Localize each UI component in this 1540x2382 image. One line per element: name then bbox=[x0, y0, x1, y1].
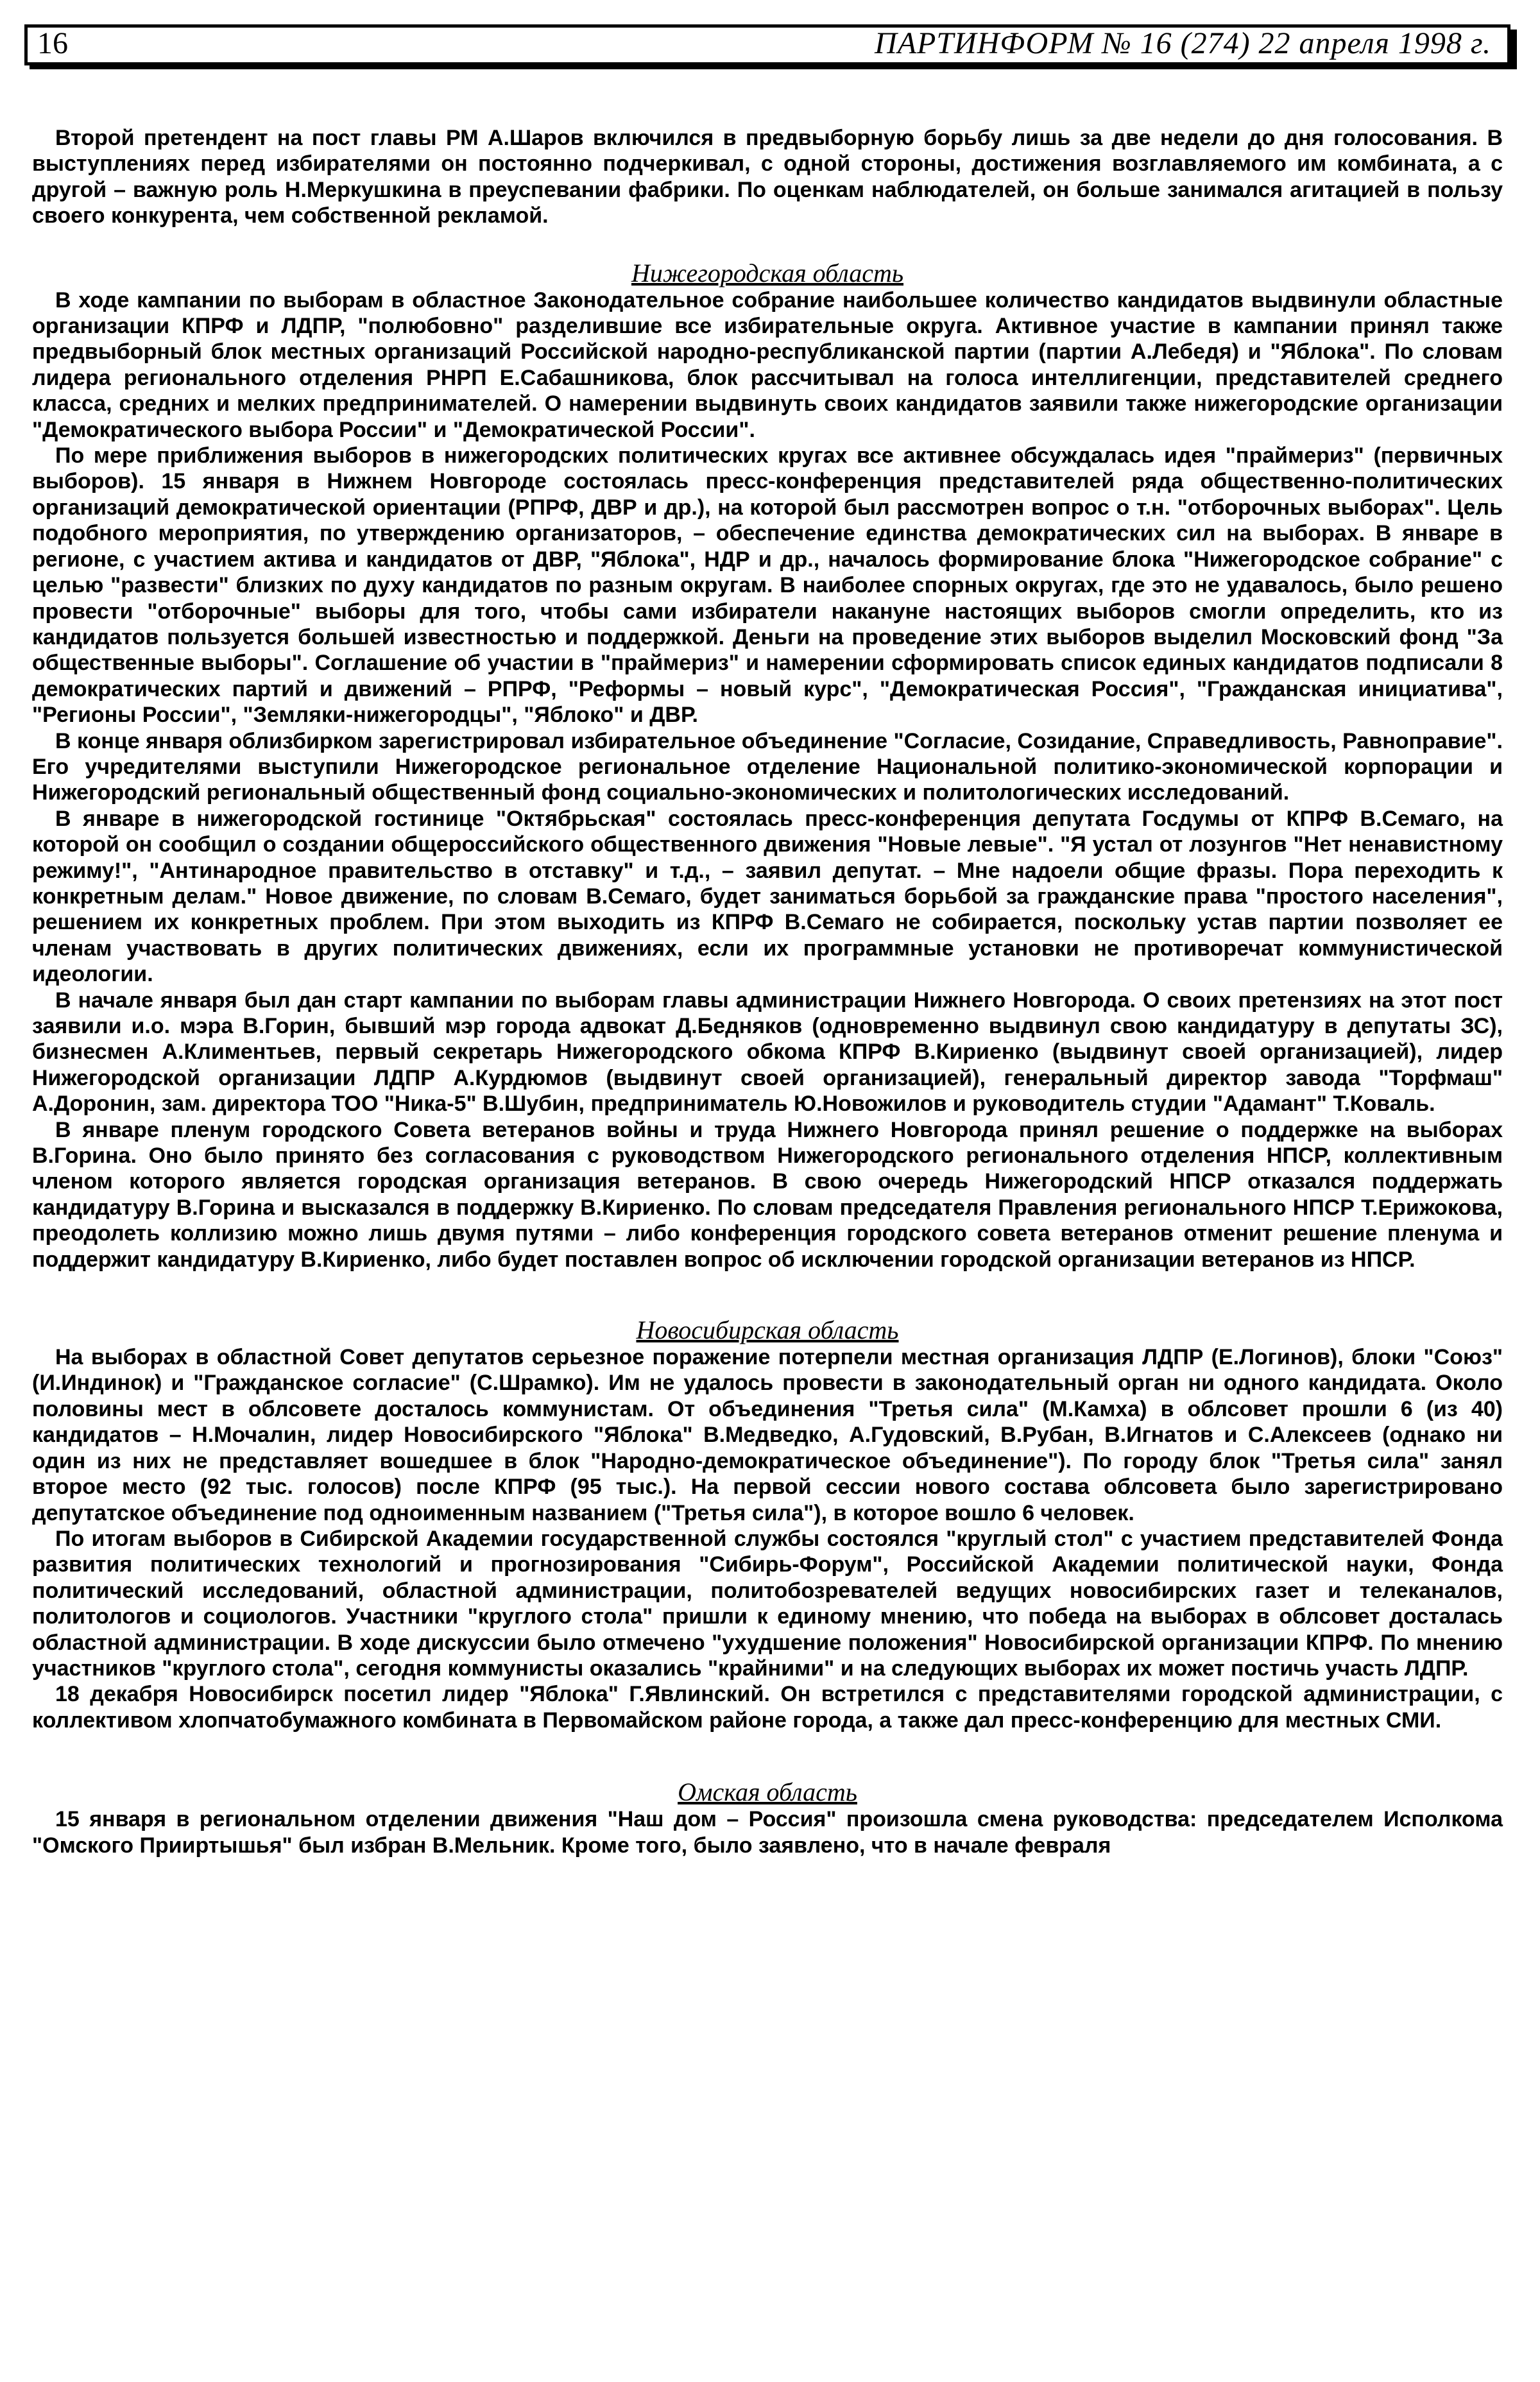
paragraph: Второй претендент на пост главы РМ А.Шаров включился в предвыборную борьбу лишь за две недели до дня голосования. В выступлениях перед избирателями он постоянно подчеркивал, с одной стороны, достижения возглавляемого им комбината, а с другой – важную роль Н.Меркушкина в преуспевании фабрики. По оценкам наблюдателей, он больше занимался агитацией в пользу своего конкурента, чем собственной рекламой. bbox=[32, 126, 1503, 228]
page-number: 16 bbox=[37, 26, 68, 60]
paragraph: В конце января облизбирком зарегистрировал избирательное объединение "Согласие, Созидание, Справедливость, Равноправие". Его учредителями выступили Нижегородское региональное отделение Национальной политико-экономической корпорации и Нижегородский региональный общественный фонд социально-экономических и политологических исследований. bbox=[32, 728, 1503, 805]
section-heading-novosibirsk: Новосибирская область bbox=[636, 1315, 899, 1345]
section-heading-omsk: Омская область bbox=[678, 1778, 857, 1807]
paragraph: В январе пленум городского Совета ветеранов войны и труда Нижнего Новгорода принял решение о поддержке на выборах В.Горина. Оно было принято без согласования с руководством Нижегородского регионального отделения НПСР, коллективным членом которого является городская организация ветеранов. В свою очередь Нижегородский НПСР отказался поддержать кандидатуру В.Горина и высказался в поддержку В.Кириенко. По словам председателя Правления регионального НПСР Т.Ерижокова, преодолеть коллизию можно лишь двумя путями – либо конференция городского совета ветеранов отменит решение пленума и поддержит кандидатуру В.Кириенко, либо будет поставлен вопрос об исключении городской организации ветеранов из НПСР. bbox=[32, 1117, 1503, 1272]
article-body bbox=[32, 125, 1503, 1858]
paragraph: 15 января в региональном отделении движения "Наш дом – Россия" произошла смена руководства: председателем Исполкома "Омского Прииртышья" был избран В.Мельник. Кроме того, было заявлено, что в начале февраля bbox=[32, 1807, 1503, 1858]
paragraph: 18 декабря Новосибирск посетил лидер "Яблока" Г.Явлинский. Он встретился с представителями городской администрации, с коллективом хлопчатобумажного комбината в Первомайском районе города, а также дал пресс-конференцию для местных СМИ. bbox=[32, 1682, 1503, 1733]
paragraph: На выборах в областной Совет депутатов серьезное поражение потерпели местная организация ЛДПР (Е.Логинов), блоки "Союз" (И.Индинок) и "Гражданское согласие" (С.Шрамко). Им не удалось провести в законодательный орган ни одного кандидата. Около половины мест в облсовете досталось коммунистам. От объединения "Третья сила" (М.Камха) в облсовет прошли 6 (из 40) кандидатов – Н.Мочалин, лидер Новосибирского "Яблока" В.Медведко, А.Гудовский, В.Рубан, В.Игнатов и С.Алексеев (однако ни один из них не представляет вошедшее в блок "Народно-демократическое объединение"). По городу блок "Третья сила" занял второе место (92 тыс. голосов) после КПРФ (95 тыс.). На первой сессии нового состава облсовета было зарегистрировано депутатское объединение под одноименным названием ("Третья сила"), в которое вошло 6 человек. bbox=[32, 1345, 1503, 1525]
section-heading-nizhny: Нижегородская область bbox=[631, 258, 904, 287]
issue-info: ПАРТИНФОРМ № 16 (274) 22 апреля 1998 г. bbox=[875, 26, 1491, 60]
paragraph: По мере приближения выборов в нижегородских политических кругах все активнее обсуждалась идея "праймериз" (первичных выборов). 15 января в Нижнем Новгороде состоялась пресс-конференция представителей ряда общественно-политических организаций демократической ориентации (РПРФ, ДВР и др.), на которой был рассмотрен вопрос о т.н. "отборочных выборах". Цель подобного мероприятия, по утверждению организаторов, – обеспечение единства демократических сил на выборах. В январе в регионе, с участием актива и кандидатов от ДВР, "Яблока", НДР и др., началось формирование блока "Нижегородское собрание" с целью "развести" близких по духу кандидатов по разным округам. В наиболее спорных округах, где это не удавалось, было решено провести "отборочные" выборы для того, чтобы сами избиратели накануне настоящих выборов смогли определить, кто из кандидатов пользуется большей известностью и поддержкой. Деньги на проведение этих выборов выделил Московский фонд "За общественные выборы". Соглашение об участии в "праймериз" и намерении сформировать список единых кандидатов подписали 8 демократических партий и движений – РПРФ, "Реформы – новый курс", "Демократическая Россия", "Гражданская инициатива", "Регионы России", "Земляки-нижегородцы", "Яблоко" и ДВР. bbox=[32, 443, 1503, 728]
paragraph: По итогам выборов в Сибирской Академии государственной службы состоялся "круглый стол" с участием представителей Фонда развития политических технологий и прогнозирования "Сибирь-Форум", Российской Академии политической науки, Фонда политический исследований, областной администрации, политобозревателей ведущих новосибирских газет и телеканалов, политологов и социологов. Участники "круглого стола" пришли к единому мнению, что победа на выборах в облсовет досталась областной администрации. В ходе дискуссии было отмечено "ухудшение положения" Новосибирской организации КПРФ. По мнению участников "круглого стола", сегодня коммунисты оказались "крайними" и на следующих выборах их может постичь участь ЛДПР. bbox=[32, 1526, 1503, 1681]
paragraph: В начале января был дан старт кампании по выборам главы администрации Нижнего Новгорода. О своих претензиях на этот пост заявили и.о. мэра В.Горин, бывший мэр города адвокат Д.Бедняков (одновременно выдвинул свою кандидатуру в депутаты ЗС), бизнесмен А.Климентьев, первый секретарь Нижегородского обкома КПРФ В.Кириенко (выдвинут своей организацией), лидер Нижегородской организации ЛДПР А.Курдюмов (выдвинут своей организацией), генеральный директор завода "Торфмаш" А.Доронин, зам. директора ТОО "Ника-5" В.Шубин, предприниматель Ю.Новожилов и руководитель студии "Адамант" Т.Коваль. bbox=[32, 988, 1503, 1117]
paragraph: В ходе кампании по выборам в областное Законодательное собрание наибольшее количество кандидатов выдвинули областные организации КПРФ и ЛДПР, "полюбовно" разделившие все избирательные округа. Активное участие в кампании принял также предвыборный блок местных организаций Российской народно-республиканской партии (партии А.Лебедя) и "Яблока". По словам лидера регионального отделения РНРП Е.Сабашникова, блок рассчитывал на голоса интеллигенции, представителей среднего класса, средних и мелких предпринимателей. О намерении выдвинуть своих кандидатов заявили также нижегородские организации "Демократического выбора России" и "Демократической России". bbox=[32, 287, 1503, 442]
paragraph: В январе в нижегородской гостинице "Октябрьская" состоялась пресс-конференция депутата Госдумы от КПРФ В.Семаго, на которой он сообщил о создании общероссийского общественного движения "Новые левые". "Я устал от лозунгов "Нет ненавистному режиму!", "Антинародное правительство в отставку" и т.д., – заявил депутат. – Мне надоели общие фразы. Пора переходить к конкретным делам." Новое движение, по словам В.Семаго, будет заниматься борьбой за гражданские права "простого населения", решением их конкретных проблем. При этом выходить из КПРФ В.Семаго не собирается, поскольку устав партии позволяет ее членам участвовать в других политических движениях, если их программные установки не противоречат коммунистической идеологии. bbox=[32, 806, 1503, 987]
